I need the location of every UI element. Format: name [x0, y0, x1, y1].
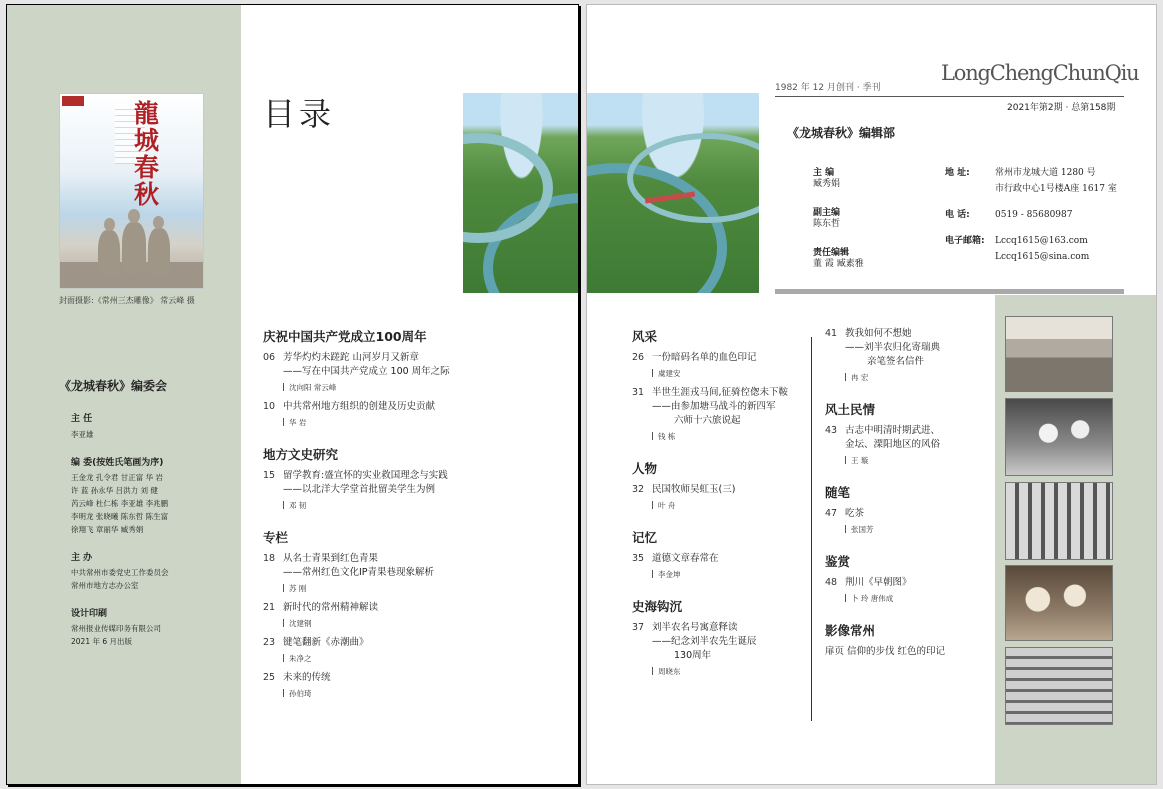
issue-number: 2021年第2期 · 总第158期	[1007, 103, 1116, 113]
article-author: 苏 刚	[263, 583, 579, 595]
chair-label: 主 任	[71, 414, 93, 424]
address-label: 地 址:	[945, 168, 970, 178]
section-heading: 随笔	[825, 485, 851, 500]
page-number: 47	[825, 508, 838, 519]
toc-item[interactable]	[632, 552, 810, 581]
deputy-editor-name: 陈东哲	[813, 219, 841, 229]
article-subtitle: ——写在中国共产党成立 100 周年之际	[283, 366, 450, 377]
page-number: 37	[632, 622, 645, 633]
article-title: 留学教育:盛宣怀的实业救国理念与实践	[283, 470, 448, 481]
member-row: 李明龙 张晓曦 陈东哲 陈生富	[71, 512, 169, 521]
toc-item[interactable]	[825, 576, 993, 605]
article-title: 吃茶	[845, 508, 865, 519]
toc-title: 目录	[263, 95, 336, 133]
aerial-photo-right	[587, 93, 759, 293]
page-number: 25	[263, 672, 276, 683]
page-number: 43	[825, 425, 838, 436]
toc-item[interactable]	[632, 621, 810, 678]
article-author: 张国芳	[825, 524, 993, 536]
article-author: 钱 栋	[632, 431, 810, 443]
page-number: 31	[632, 387, 645, 398]
email-address: Lccq1615@sina.com	[995, 252, 1090, 262]
founded-note: 1982 年 12 月创刊 · 季刊	[775, 83, 881, 93]
article-author: 朱净之	[263, 653, 579, 665]
article-title: 荆川《早朝图》	[845, 577, 912, 588]
toc-item[interactable]	[632, 386, 810, 443]
statue-head	[153, 216, 164, 229]
article-title: 新时代的常州精神解读	[283, 602, 379, 613]
page-number: 32	[632, 484, 645, 495]
phone-number: 0519 - 85680987	[995, 210, 1073, 220]
historic-photo-nurses	[1005, 565, 1113, 641]
article-author: 王 璇	[825, 455, 993, 467]
editor-roles	[813, 165, 864, 271]
toc-item[interactable]	[632, 483, 810, 512]
article-author: 虞建安	[632, 368, 810, 380]
article-title: 一份暗码名单的血色印记	[652, 352, 757, 363]
article-title: 未来的传统	[283, 672, 331, 683]
section-heading: 风采	[632, 329, 658, 344]
member-row: 徐翔飞 章丽华 臧秀娟	[71, 525, 144, 534]
toc-item[interactable]	[263, 351, 579, 394]
left-page	[6, 4, 579, 785]
section-heading: 影像常州	[825, 623, 876, 638]
right-toc	[825, 327, 993, 659]
brand-wordmark: LongChengChunQiu	[941, 61, 1139, 85]
members-label: 编 委(按姓氏笔画为序)	[71, 458, 164, 468]
article-author: 沈建钢	[263, 618, 579, 630]
toc-item[interactable]	[632, 351, 810, 380]
article-title: 从名士青果到红色青果	[283, 553, 379, 564]
article-subtitle: ——纪念刘半农先生诞辰	[652, 636, 757, 647]
committee-title: 《龙城春秋》编委会	[59, 379, 168, 393]
page-number: 23	[263, 637, 276, 648]
article-title: 中共常州地方组织的创建及历史贡献	[283, 401, 436, 412]
section-heading: 专栏	[263, 530, 289, 545]
phone-label: 电 话:	[945, 210, 970, 220]
members-list	[71, 471, 239, 536]
responsible-editor-names: 董 霞 臧素雅	[813, 259, 864, 269]
committee-list	[71, 411, 239, 648]
page-number: 06	[263, 352, 276, 363]
article-subtitle: ——由参加塘马战斗的新四军	[652, 401, 776, 412]
cover-logo-mark	[62, 96, 84, 106]
toc-item[interactable]	[263, 469, 579, 512]
publish-date: 2021 年 6 月出版	[71, 637, 133, 646]
article-title: 半世生涯戎马间,征骑倥偬未下鞍	[652, 387, 789, 398]
toc-item[interactable]	[263, 601, 579, 630]
toc-item[interactable]	[263, 400, 579, 429]
article-author: 冉 宏	[825, 372, 993, 384]
address-line: 市行政中心1号楼A座 1617 室	[995, 184, 1117, 194]
chief-editor-name: 臧秀娟	[813, 179, 841, 189]
statue-head	[128, 209, 140, 223]
article-author: 叶 舟	[632, 500, 810, 512]
section-heading: 风土民情	[825, 402, 876, 417]
address-line: 常州市龙城大道 1280 号	[995, 168, 1096, 178]
page-number: 41	[825, 328, 838, 339]
statue-head	[104, 218, 115, 231]
sponsor-name: 常州市地方志办公室	[71, 581, 139, 590]
article-title: 教我如何不想她	[845, 328, 912, 339]
page-number: 48	[825, 577, 838, 588]
sponsor-name: 中共常州市委党史工作委员会	[71, 568, 169, 577]
article-author: 李金坤	[632, 569, 810, 581]
left-toc	[263, 327, 579, 700]
print-label: 设计印刷	[71, 609, 108, 619]
article-subtitle: 金坛、溧阳地区的风俗	[845, 439, 941, 450]
middle-toc	[632, 327, 810, 678]
section-heading: 记忆	[632, 530, 658, 545]
responsible-editor-label: 责任编辑	[813, 248, 850, 258]
column-divider	[811, 337, 812, 721]
article-subtitle: ——刘半农归化寄瑞典	[845, 342, 941, 353]
contact-info	[945, 165, 1117, 265]
article-title: 刘半农名号寓意释读	[652, 622, 738, 633]
article-title: 古志中明清时期武进、	[845, 425, 941, 436]
toc-item[interactable]	[825, 424, 993, 467]
page-number: 18	[263, 553, 276, 564]
historic-photo-factory	[1005, 647, 1113, 725]
toc-item[interactable]	[263, 671, 579, 700]
deputy-editor-label: 副主编	[813, 208, 841, 218]
email-address: Lccq1615@163.com	[995, 236, 1088, 246]
right-page	[586, 4, 1157, 785]
article-author: 沈向阳 常云峰	[263, 382, 579, 394]
section-heading: 史海钩沉	[632, 599, 683, 614]
article-author: 华 岩	[263, 417, 579, 429]
article-subtitle: ——以北洋大学堂首批留美学生为例	[283, 484, 436, 495]
article-author: 卜 玲 唐伟成	[825, 593, 993, 605]
article-author: 孙伯琦	[263, 688, 579, 700]
header-rule	[775, 96, 1124, 97]
article-title: 民国牧师吴虹玉(三)	[652, 484, 736, 495]
article-title: 道德文章春常在	[652, 553, 719, 564]
page-number: 21	[263, 602, 276, 613]
article-author: 周晓东	[632, 666, 810, 678]
section-heading: 地方文史研究	[263, 447, 339, 462]
printer-name: 常州报业传媒印务有限公司	[71, 624, 161, 633]
toc-item[interactable]	[825, 507, 993, 536]
chief-editor-label: 主 编	[813, 168, 835, 178]
section-heading: 人物	[632, 461, 658, 476]
toc-item[interactable]	[263, 636, 579, 665]
member-row: 芮云峰 杜仁栋 李亚雄 李兆鹏	[71, 499, 169, 508]
member-row: 许 蓝 孙永华 吕洪力 刘 健	[71, 486, 158, 495]
article-subtitle: 亲笔签名信件	[867, 356, 925, 367]
historic-photo-workers	[1005, 398, 1113, 476]
chair-name: 李亚雄	[71, 430, 94, 439]
article-subtitle: 六师十六旅说起	[674, 415, 741, 426]
statue-figure	[148, 228, 170, 276]
article-subtitle: 130周年	[674, 650, 712, 661]
article-title: 芳华灼灼未蹉跎 山河岁月又新章	[283, 352, 420, 363]
page-number: 35	[632, 553, 645, 564]
historic-photo-textile	[1005, 482, 1113, 560]
toc-item[interactable]	[825, 327, 993, 384]
section-heading: 鉴赏	[825, 554, 851, 569]
member-row: 王金龙 孔令君 甘正富 华 岩	[71, 473, 164, 482]
page-number: 26	[632, 352, 645, 363]
masthead-rule	[775, 289, 1124, 294]
cover-image	[59, 93, 204, 289]
editorial-dept-title: 《龙城春秋》编辑部	[787, 126, 896, 140]
sponsor-label: 主 办	[71, 553, 93, 563]
statue-figure	[98, 230, 120, 276]
statue-figure	[122, 222, 146, 274]
toc-item[interactable]	[263, 552, 579, 595]
cover-title: 龍城春秋	[134, 99, 161, 209]
page-number: 15	[263, 470, 276, 481]
photo-items[interactable]: 扉页 信仰的步伐 红色的印记	[825, 646, 946, 657]
section-heading: 庆祝中国共产党成立100周年	[263, 329, 427, 344]
article-title: 键笔翻新《赤潮曲》	[283, 637, 369, 648]
historic-photo-street	[1005, 316, 1113, 392]
article-subtitle: ——常州红色文化IP青果巷现象解析	[283, 567, 435, 578]
page-number: 10	[263, 401, 276, 412]
article-author: 邓 韧	[263, 500, 579, 512]
aerial-photo-left	[463, 93, 579, 293]
cover-caption: 封面摄影:《常州三杰雕像》 常云峰 摄	[59, 296, 195, 305]
email-label: 电子邮箱:	[945, 236, 985, 246]
